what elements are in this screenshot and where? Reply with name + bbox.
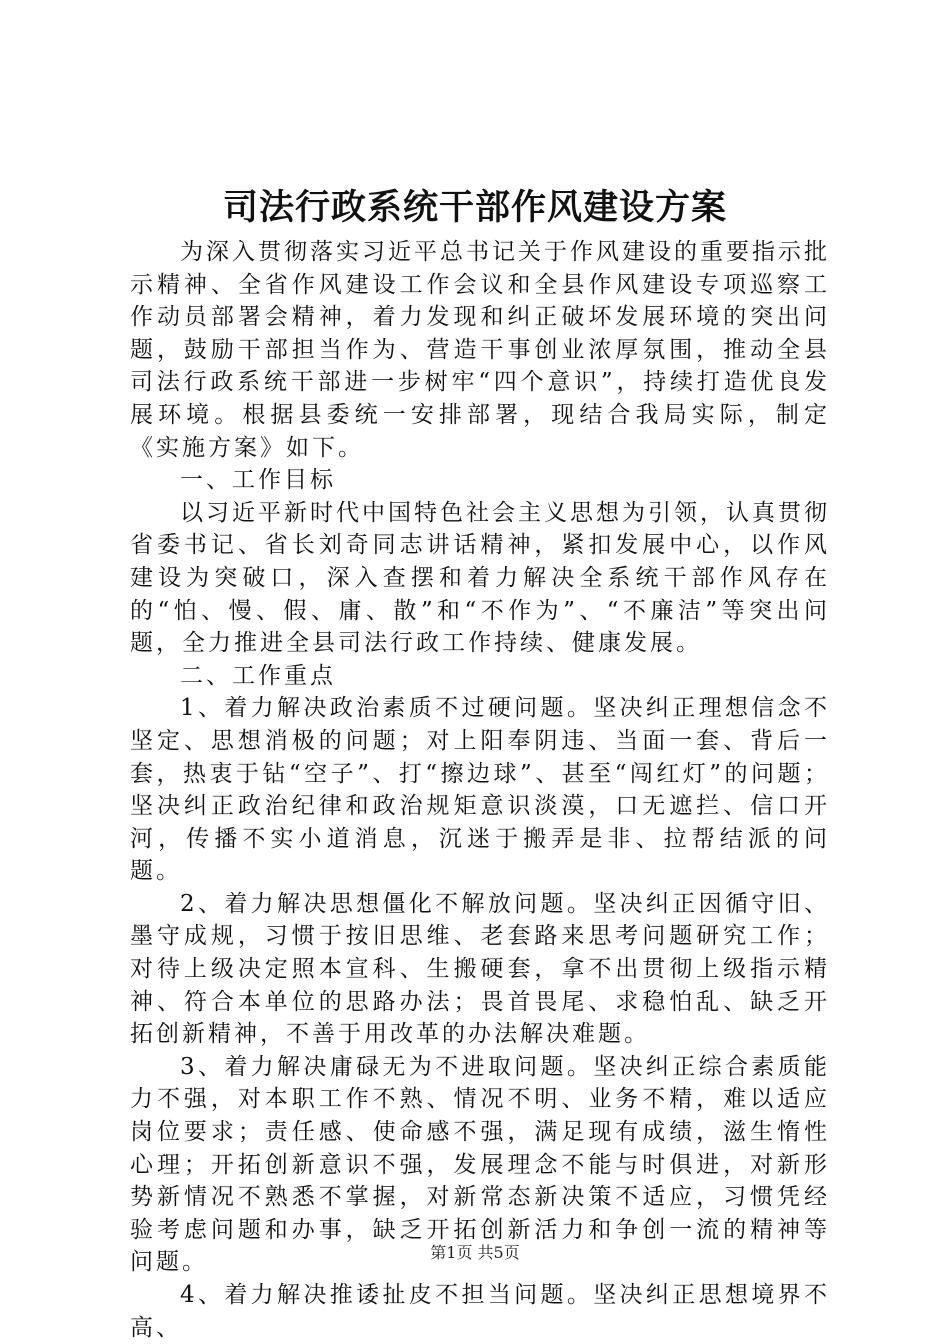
section-heading-focus: 二、工作重点 [180,662,336,689]
paragraph-focus-3: 3、着力解决庸碌无为不进取问题。坚决纠正综合素质能力不强，对本职工作不熟、情况不明、业务不精，难以适应岗位要求；责任感、使命感不强，满足现有成绩，滋生惰性心理；开拓创新意识不强，发展理念不能与时俱进，对新形势新情况不熟悉不掌握，对新常态新决策不适应，习惯凭经验考虑问题和办事，缺乏开拓创新活力和争创一流的精神等问题。 [130,1053,830,1276]
section-heading-goals: 一、工作目标 [180,467,336,494]
paragraph-goals: 以习近平新时代中国特色社会主义思想为引领，认真贯彻省委书记、省长刘奇同志讲话精神，紧扣发展中心，以作风建设为突破口，深入查摆和着力解决全系统干部作风存在的“怕、慢、假、庸、散”和“不作为”、“不廉洁”等突出问题，全力推进全县司法行政工作持续、健康发展。 [130,499,830,657]
page-footer: 第1页 共5页 [430,1243,520,1262]
paragraph-intro: 为深入贯彻落实习近平总书记关于作风建设的重要指示批示精神、全省作风建设工作会议和全县作风建设专项巡察工作动员部署会精神，着力发现和纠正破坏发展环境的突出问题，鼓励干部担当作为、营造干事创业浓厚氛围，推动全县司法行政系统干部进一步树牢“四个意识”，持续打造优良发展环境。根据县委统一安排部署，现结合我局实际，制定《实施方案》如下。 [130,239,830,461]
paragraph-focus-1: 1、着力解决政治素质不过硬问题。坚决纠正理想信念不坚定、思想消极的问题；对上阳奉阴违、当面一套、背后一套，热衷于钻“空子”、打“擦边球”、甚至“闯红灯”的问题；坚决纠正政治纪律和政治规矩意识淡漠，口无遮拦、信口开河，传播不实小道消息，沉迷于搬弄是非、拉帮结派的问题。 [130,695,830,885]
document-body [130,236,830,1344]
paragraph-focus-4: 4、着力解决推诿扯皮不担当问题。坚决纠正思想境界不高、 [130,1282,830,1341]
paragraph-focus-2: 2、着力解决思想僵化不解放问题。坚决纠正因循守旧、墨守成规，习惯于按旧思维、老套路来思考问题研究工作；对待上级决定照本宣科、生搬硬套，拿不出贯彻上级指示精神、符合本单位的思路办法；畏首畏尾、求稳怕乱、缺乏开拓创新精神，不善于用改革的办法解决难题。 [130,890,830,1048]
document-title: 司法行政系统干部作风建设方案 [222,187,727,228]
